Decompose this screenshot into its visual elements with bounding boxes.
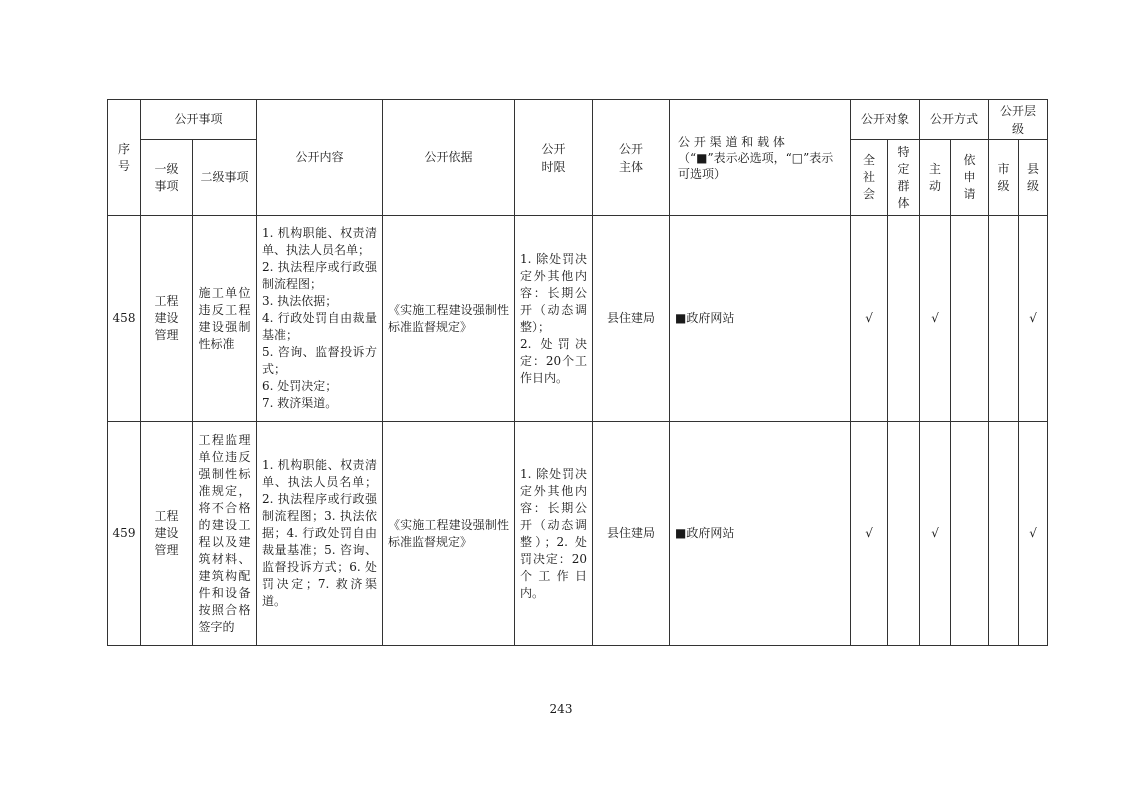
row-content: 1. 机构职能、权责清单、执法人员名单； 2. 执法程序或行政强制流程图； 3. 执法依据； 4. 行政处罚自由裁量基准； 5. 咨询、监督投诉方式； 6. 处罚决定； 7. 救济渠道。 (257, 216, 383, 422)
row-level2: 工程监理单位违反强制性标准规定，将不合格的建设工程以及建筑材料、建筑构配件和设备按照合格签字的 (193, 422, 257, 646)
header-seq: 序号 (108, 100, 141, 216)
row-level1: 工程建设管理 (141, 216, 193, 422)
row-level1: 工程建设管理 (141, 422, 193, 646)
row-method-request (951, 422, 989, 646)
header-basis: 公开依据 (383, 100, 515, 216)
row-audience-specific (888, 422, 920, 646)
disclosure-table (107, 99, 1048, 646)
header-method-active: 主动 (920, 140, 951, 216)
row-level-county: √ (1019, 422, 1048, 646)
header-level-county: 县级 (1019, 140, 1048, 216)
row-basis: 《实施工程建设强制性标准监督规定》 (383, 422, 515, 646)
row-channel: ■政府网站 (670, 216, 851, 422)
row-method-active: √ (920, 216, 951, 422)
row-level-city (989, 422, 1019, 646)
row-subject: 县住建局 (593, 216, 670, 422)
row-time-limit: 1. 除处罚决定外其他内容：长期公开（动态调整）； 2. 处罚决定：20个工作日内。 (515, 216, 593, 422)
row-time-limit: 1. 除处罚决定外其他内容：长期公开（动态调整）；2. 处罚决定：20 个 工 作 日内。 (515, 422, 593, 646)
header-audience-all: 全社会 (851, 140, 888, 216)
row-method-active: √ (920, 422, 951, 646)
row-level-county: √ (1019, 216, 1048, 422)
header-items-group: 公开事项 (141, 100, 257, 140)
row-audience-all: √ (851, 216, 888, 422)
table-row (108, 422, 1048, 646)
header-content: 公开内容 (257, 100, 383, 216)
header-method-request: 依申请 (951, 140, 989, 216)
header-method-group: 公开方式 (920, 100, 989, 140)
row-level-city (989, 216, 1019, 422)
row-audience-specific (888, 216, 920, 422)
header-time-limit: 公开时限 (515, 100, 593, 216)
header-audience-specific: 特定群体 (888, 140, 920, 216)
table-row (108, 216, 1048, 422)
row-audience-all: √ (851, 422, 888, 646)
row-subject: 县住建局 (593, 422, 670, 646)
row-method-request (951, 216, 989, 422)
header-level-group: 公开层级 (989, 100, 1048, 140)
row-basis: 《实施工程建设强制性标准监督规定》 (383, 216, 515, 422)
page-number: 243 (549, 702, 573, 716)
row-content: 1. 机构职能、权责清单、执法人员名单；2. 执法程序或行政强制流程图；3. 执法依据；4. 行政处罚自由裁量基准；5. 咨询、监督投诉方式；6. 处罚决定；7. 救济渠道。 (257, 422, 383, 646)
header-audience-group: 公开对象 (851, 100, 920, 140)
header-level-city: 市级 (989, 140, 1019, 216)
row-seq: 458 (108, 216, 141, 422)
row-channel: ■政府网站 (670, 422, 851, 646)
row-level2: 施工单位违反工程建设强制性标准 (193, 216, 257, 422)
header-level1: 一级事项 (141, 140, 193, 216)
header-level2: 二级事项 (193, 140, 257, 216)
header-subject: 公开主体 (593, 100, 670, 216)
row-seq: 459 (108, 422, 141, 646)
header-channel: 公 开 渠 道 和 载 体 （“■”表示必选项，“□”表示可选项） (670, 100, 851, 216)
